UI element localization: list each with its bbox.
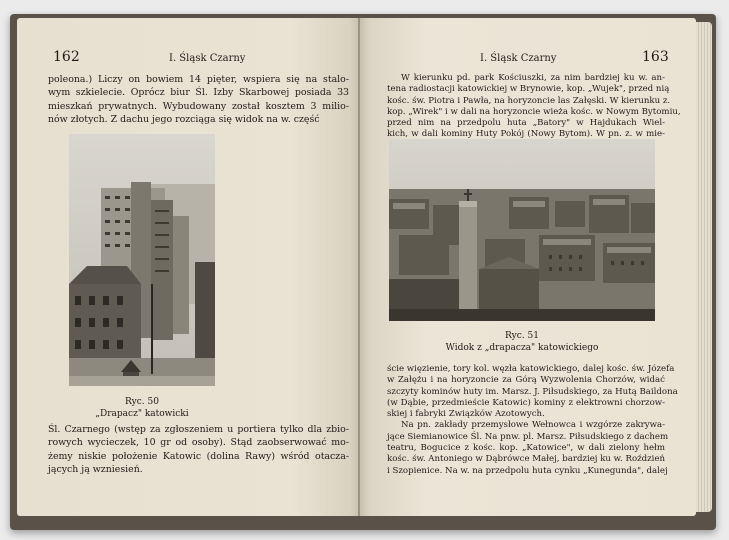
text-line: kop. „Wirek" i w dali na horyzoncie wieża kośc. w Nowym Bytomiu, [387, 106, 681, 117]
text-line: (w Dąbie, przedmieście Katowic) kominy z elektrowni chorzow- [387, 397, 665, 408]
figure-title: Widok z „drapacza" katowickiego [445, 343, 599, 353]
text-line: nów złotych. Z dachu jego rozciąga się widok na w. część [48, 113, 320, 125]
left-running-header: I. Śląsk Czarny [169, 53, 246, 64]
right-page-number: 163 [642, 49, 669, 65]
right-running-header: I. Śląsk Czarny [480, 53, 557, 64]
text-line: mieszkań prywatnych. Wybudowany został kosztem 3 milio- [48, 100, 349, 112]
left-figure-caption [69, 396, 215, 420]
page-edges [696, 22, 712, 512]
text-line: tena radiostacji katowickiej w Brynowie, kop. „Wujek", przed nią [387, 84, 670, 95]
right-top-paragraph [387, 73, 681, 141]
text-line: i Szopienice. Na w. na przedpolu huta cynku „Kunegunda", dalej [387, 465, 668, 476]
text-line: ście więzienie, tory kol. węzła katowickiego, dalej kośc. św. Józefa [387, 364, 675, 374]
text-line: w Załężu i na horyzoncie za Górą Wyzwolenia Chorzów, widać [387, 375, 665, 386]
text-line: kośc. św. Piotra i Pawła, na horyzoncie las Załęski. W kierunku z. [387, 95, 671, 106]
text-line: Śl. Czarnego (wstęp za zgłoszeniem u portiera tylko dla zbio- [48, 424, 349, 435]
figure-number: Ryc. 51 [505, 331, 539, 341]
text-line: kośc. św. Antoniego w Dąbrówce Małej, bardziej ku w. Roździeń [387, 454, 666, 465]
right-bottom-paragraph [387, 364, 678, 477]
figure-number: Ryc. 50 [125, 397, 159, 407]
skyscraper-photo [69, 134, 215, 386]
text-line: kich, w dali kominy Huty Pokój (Nowy Bytom). W pn. z. w mie- [387, 129, 665, 140]
left-top-paragraph [48, 73, 349, 126]
text-line: poleona.) Liczy on bowiem 14 pięter, wspiera się na stalo- [48, 74, 349, 85]
figure-title: „Drapacz" katowicki [95, 409, 189, 419]
text-line: wym szkielecie. Oprócz biur Śl. Izby Skarbowej posiada 33 [48, 87, 349, 99]
text-line: szczyty kominów huty im. Marsz. J. Piłsudskiego, za Hutą Baildona [387, 386, 678, 397]
text-line: przed nim na przedpolu huta „Batory" w Hajdukach Wiel- [387, 118, 665, 129]
left-bottom-paragraph [48, 423, 349, 476]
city-panorama-photo [389, 139, 655, 321]
text-line: rowych wycieczek, 10 gr od osoby). Stąd zaobserwować mo- [48, 437, 349, 449]
right-figure-caption [389, 330, 655, 354]
text-line: jących ją wzniesień. [48, 463, 143, 475]
text-line: Na pn. zakłady przemysłowe Wełnowca i wzgórze zakrywa- [401, 420, 665, 431]
text-line: żemy niskie położenie Katowic (dolina Rawy) wśród otacza- [48, 450, 349, 462]
text-line: teatru, Bogucice z kośc. kop. „Katowice", w dali zielony hełm [387, 443, 665, 454]
right-page [360, 18, 696, 516]
left-page-number: 162 [53, 49, 80, 65]
text-line: jące Siemianowice Śl. Na pnw. pl. Marsz. Piłsudskiego z dachem [387, 431, 669, 442]
left-page [17, 18, 360, 516]
text-line: skiej i fabryki Związków Azotowych. [387, 409, 545, 420]
text-line: W kierunku pd. park Kościuszki, za nim bardziej ku w. an- [401, 73, 665, 83]
